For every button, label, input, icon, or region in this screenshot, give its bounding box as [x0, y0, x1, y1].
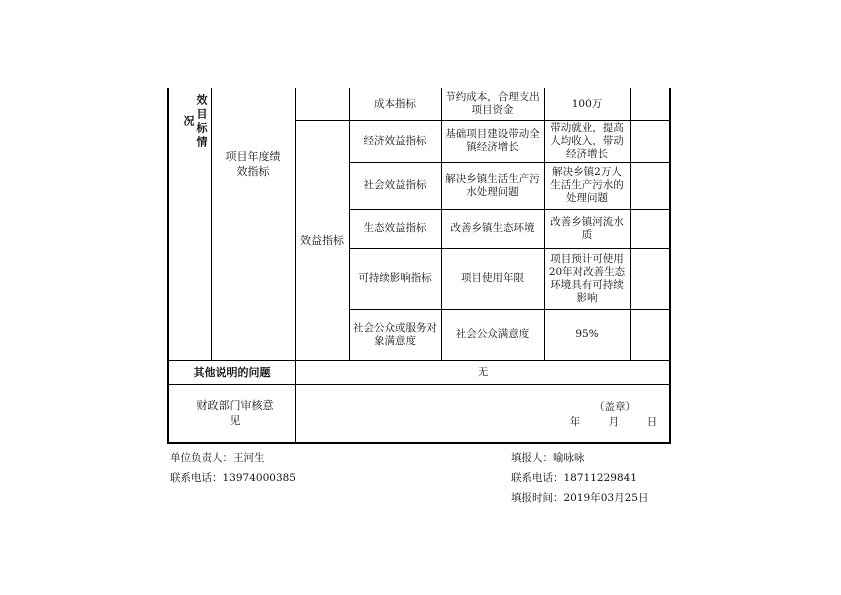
col-line-1: [211, 88, 212, 360]
col-line-6: [630, 88, 631, 360]
cost-indicator-name: 成本指标: [374, 97, 416, 110]
month-label: 月: [608, 415, 620, 428]
finance-review-label: 财政部门审核意见: [196, 399, 274, 427]
annual-indicator-label: 项目年度绩效指标: [225, 150, 281, 178]
sustain-indicator-value: 项目预计可使用20年对改善生态环境具有可持续影响: [548, 252, 626, 304]
social-indicator-content: 解决乡镇生活生产污水处理问题: [445, 172, 540, 198]
satisfaction-indicator-content: 社会公众满意度: [455, 328, 530, 340]
eco-indicator-name: 生态效益指标: [363, 222, 427, 234]
economic-indicator-name: 经济效益指标: [363, 134, 427, 147]
seal-text: （盖章）: [594, 400, 636, 413]
other-issues-value: 无: [477, 365, 489, 378]
year-label: 年: [569, 415, 581, 428]
benefit-indicator-label: 效益指标: [300, 233, 344, 247]
fill-time: 填报时间：2019年03月25日: [511, 492, 649, 504]
social-indicator-value: 解决乡镇2万人生活生产污水的处理问题: [550, 166, 624, 204]
day-label: 日: [646, 415, 658, 428]
satisfaction-indicator-value: 95%: [575, 328, 599, 340]
cost-indicator-value: 100万: [571, 97, 603, 110]
section-label: 效目标情况: [182, 94, 208, 150]
economic-indicator-value: 带动就业，提高人均收入，带动经济增长: [550, 121, 624, 160]
cost-indicator-content: 节约成本，合理支出项目资金: [445, 91, 540, 116]
economic-indicator-content: 基础项目建设带动全镇经济增长: [445, 128, 540, 153]
satisfaction-indicator-name: 社会公众或服务对象满意度: [353, 321, 437, 347]
sustain-indicator-content: 项目使用年限: [461, 272, 524, 284]
filler-phone: 联系电话：18711229841: [511, 472, 637, 484]
eco-indicator-value: 改善乡镇河流水质: [550, 215, 624, 241]
responsible-person: 单位负责人：王河生: [170, 452, 265, 464]
eco-indicator-content: 改善乡镇生态环境: [450, 222, 535, 234]
sustain-indicator-name: 可持续影响指标: [358, 272, 432, 284]
other-issues-label: 其他说明的问题: [193, 365, 271, 379]
performance-table: [167, 88, 671, 444]
social-indicator-name: 社会效益指标: [363, 179, 427, 191]
filler-person: 填报人：喻咏咏: [511, 452, 585, 464]
responsible-phone: 联系电话：13974000385: [170, 472, 296, 484]
